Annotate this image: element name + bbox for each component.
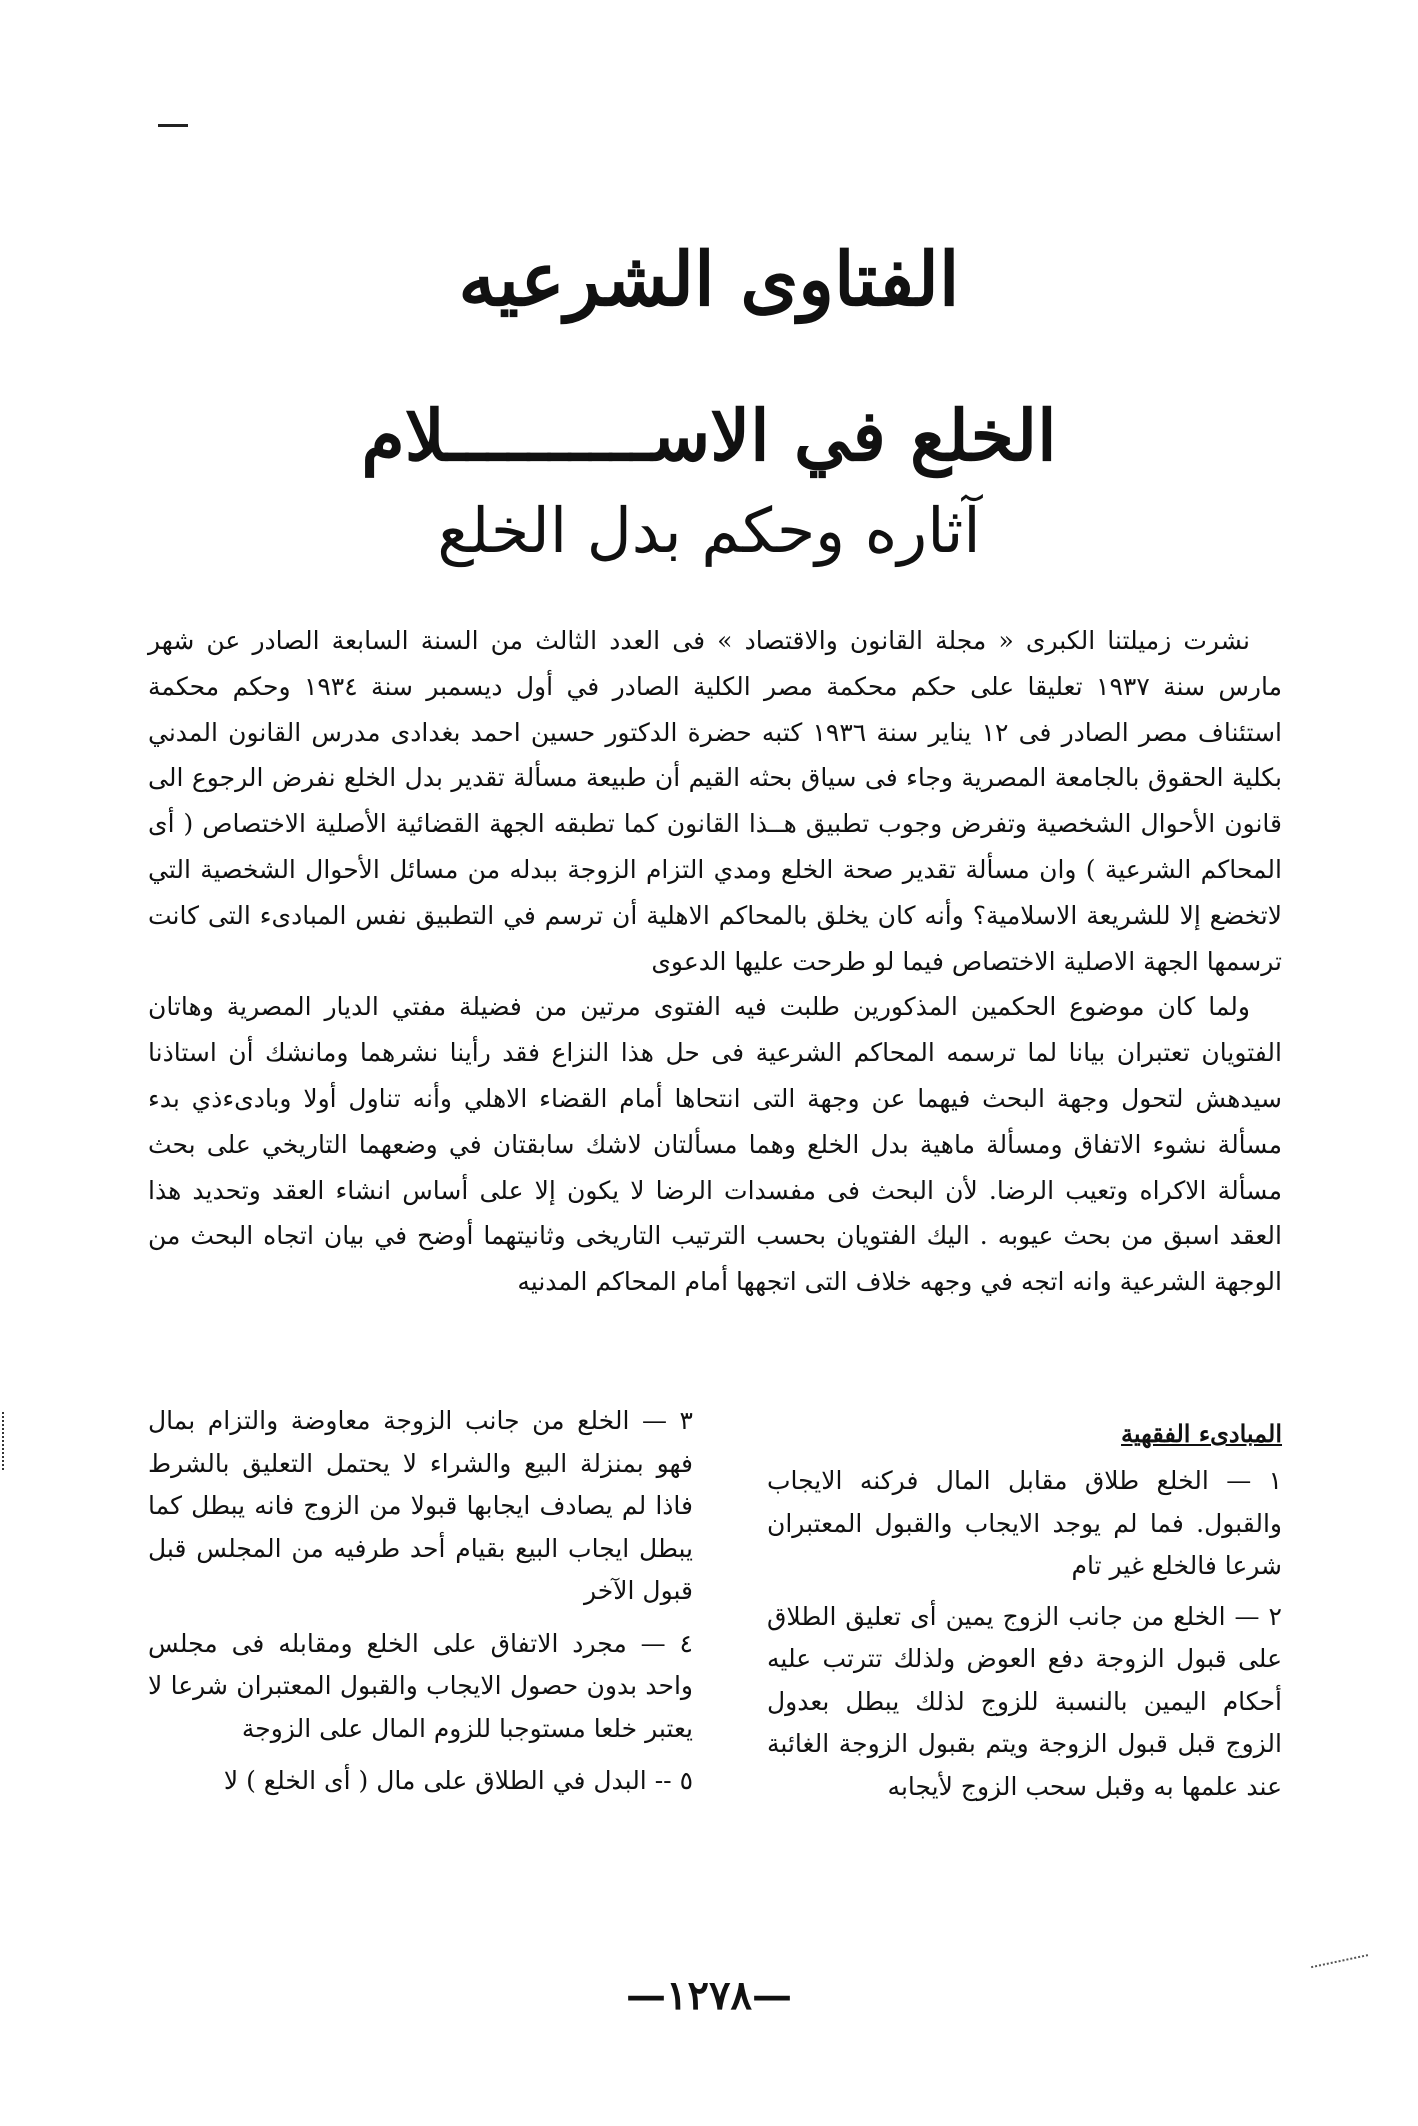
principle-text: الخلع من جانب الزوج يمين أى تعليق الطلاق على قبول الزوجة دفع العوض ولذلك تترتب عليه أحكام اليمين بالنسبة للزوج لذلك يبطل بعدول الزوج قبل قبول الزوجة ويتم بقبول الزوجة الغائبة عند علمها به وقبل سحب الزوج لأيجابه (767, 1601, 1282, 1801)
principles-column-left (148, 1400, 693, 1813)
principle-item (767, 1596, 1282, 1809)
principle-text: الخلع من جانب الزوجة معاوضة والتزام بمال فهو بمنزلة البيع والشراء لا يحتمل التعليق بالشرط فاذا لم يصادف ايجابها قبولا من الزوج فانه يبطل كما يبطل ايجاب البيع بقيام أحد طرفيه من المجلس قبل قبول الآخر (148, 1406, 693, 1605)
article-subtitle: آثاره وحكم بدل الخلع (437, 494, 981, 567)
principles-column-right (767, 1400, 1282, 1816)
article-title: الخلع في الاســــــــــلام (361, 394, 1057, 477)
principle-text: البدل في الطلاق على مال ( أى الخلع ) لا (223, 1766, 647, 1795)
principle-number: ٤ — (640, 1628, 693, 1658)
section-title: الفتاوى الشرعيه (458, 237, 960, 323)
principle-number: ٥ -- (654, 1766, 693, 1795)
article-body (148, 618, 1282, 1305)
principle-number: ٣ — (641, 1406, 693, 1435)
corner-dash-mark (158, 124, 188, 127)
page-number: —١٢٧٨— (626, 1972, 792, 2019)
principle-text: الخلع طلاق مقابل المال فركنه الايجاب والقبول. فما لم يوجد الايجاب والقبول المعتبران شرعا فالخلع غير تام (767, 1466, 1282, 1580)
principle-item (148, 1623, 693, 1751)
principles-heading: المبادىء الفقهية (1121, 1419, 1282, 1448)
principle-number: ١ — (1226, 1466, 1283, 1495)
edge-specks (2, 1412, 8, 1470)
body-paragraph: ولما كان موضوع الحكمين المذكورين طلبت فيه الفتوى مرتين من فضيلة مفتي الديار المصرية وهاتان الفتويان تعتبران بيانا لما ترسمه المحاكم الشرعية فى حل هذا النزاع فقد رأينا نشرهما ومانشك أن استاذنا سيدهش لتحول وجهة البحث فيهما عن وجهة التى انتحاها أمام القضاء الاهلي وأنه تناول أولا وبادىءذي بدء مسألة نشوء الاتفاق ومسألة ماهية بدل الخلع وهما مسألتان لاشك سابقتان في وضعهما التاريخي على بحث مسألة الاكراه وتعيب الرضا. لأن البحث فى مفسدات الرضا لا يكون إلا على أساس انشاء العقد وتحديد هذا العقد اسبق من بحث عيوبه . اليك الفتويان بحسب الترتيب التاريخى وثانيتهما أوضح في بيان اتجاه البحث من الوجهة الشرعية وانه اتجه في وجهه خلاف التى اتجهها أمام المحاكم المدنيه (148, 992, 1282, 1297)
body-paragraph: نشرت زميلتنا الكبرى « مجلة القانون والاقتصاد » فى العدد الثالث من السنة السابعة الصادر عن شهر مارس سنة ١٩٣٧ تعليقا على حكم محكمة مصر الكلية الصادر في أول ديسمبر سنة ١٩٣٤ وحكم محكمة استئناف مصر الصادر فى ١٢ يناير سنة ١٩٣٦ كتبه حضرة الدكتور حسين احمد بغدادى مدرس القانون المدني بكلية الحقوق بالجامعة المصرية وجاء فى سياق بحثه القيم أن طبيعة مسألة تقدير بدل الخلع نفرض الرجوع الى قانون الأحوال الشخصية وتفرض وجوب تطبيق هــذا القانون كما تطبقه الجهة القضائية الأصلية الاختصاص ( أى المحاكم الشرعية ) وان مسألة تقدير صحة الخلع ومدي التزام الزوجة ببدله من مسائل الأحوال الشخصية التي لاتخضع إلا للشريعة الاسلامية؟ وأنه كان يخلق بالمحاكم الاهلية أن ترسم في التطبيق نفس المبادىء التى كانت ترسمها الجهة الاصلية الاختصاص فيما لو طرحت عليها الدعوى (148, 626, 1283, 976)
principle-number: ٢ — (1234, 1601, 1282, 1631)
principles-columns (148, 1400, 1282, 1960)
principle-item (148, 1760, 693, 1803)
principle-item (767, 1460, 1282, 1588)
principle-text: مجرد الاتفاق على الخلع ومقابله فى مجلس واحد بدون حصول الايجاب والقبول المعتبران شرعا لا يعتبر خلعا مستوجبا للزوم المال على الزوجة (148, 1628, 693, 1743)
principle-item (148, 1400, 693, 1613)
